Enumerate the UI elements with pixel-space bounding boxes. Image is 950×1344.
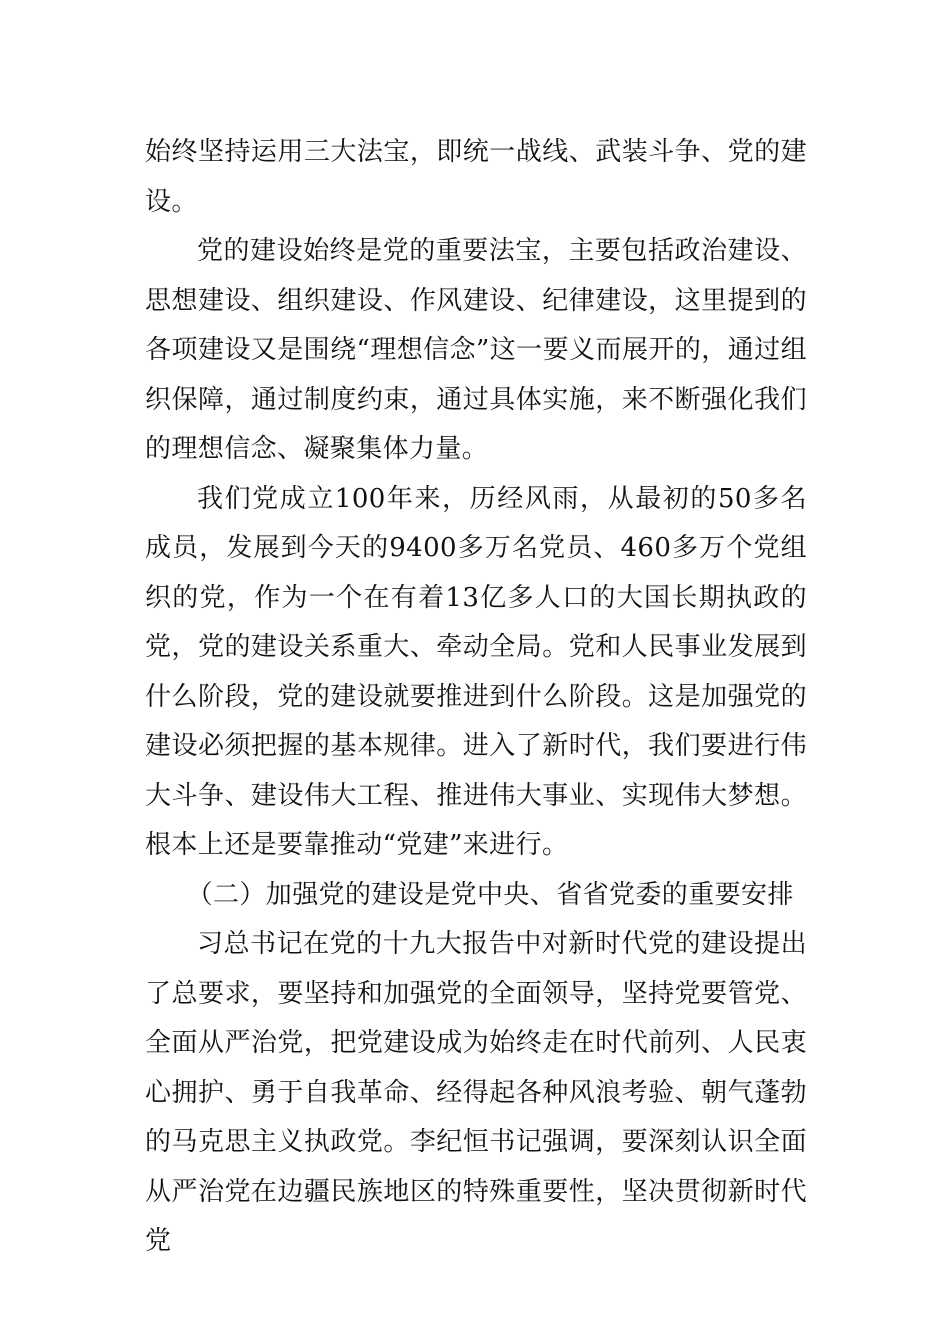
paragraph-continuation: 始终坚持运用三大法宝，即统一战线、武装斗争、党的建设。 — [145, 137, 807, 217]
paragraph-nineteenth-congress: 习总书记在党的十九大报告中对新时代党的建设提出了总要求，要坚持和加强党的全面领导，坚持党要管党、全面从严治党，把党建设成为始终走在时代前列、人民衷心拥护、勇于自我革命、经得起各种风浪考验、朝气蓬勃的马克思主义执政党。李纪恒书记强调，要深刻认识全面从严治党在边疆民族地区的特殊重要性，坚决贯彻新时代党 — [145, 929, 807, 1256]
paragraph-party-building: 党的建设始终是党的重要法宝，主要包括政治建设、思想建设、组织建设、作风建设、纪律建设，这里提到的各项建设又是围绕“理想信念”这一要义而展开的，通过组织保障，通过制度约束，通过具体实施，来不断强化我们的理想信念、凝聚集体力量。 — [145, 236, 807, 464]
section-heading: （二）加强党的建设是党中央、省省党委的重要安排 — [186, 879, 794, 910]
document-body — [145, 128, 807, 1267]
paragraph-party-history: 我们党成立100年来，历经风雨，从最初的50多名成员，发展到今天的9400多万名党员、460多万个党组织的党，作为一个在有着13亿多人口的大国长期执政的党，党的建设关系重大、牵动全局。党和人民事业发展到什么阶段，党的建设就要推进到什么阶段。这是加强党的建设必须把握的基本规律。进入了新时代，我们要进行伟大斗争、建设伟大工程、推进伟大事业、实现伟大梦想。根本上还是要靠推动“党建”来进行。 — [145, 483, 807, 860]
